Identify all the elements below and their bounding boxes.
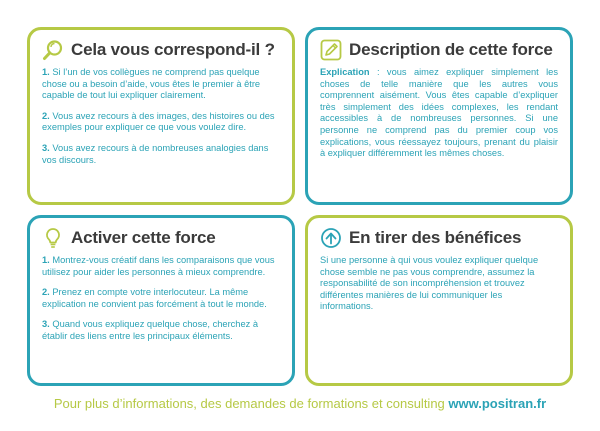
card-title: Activer cette force (71, 228, 216, 247)
card-benefices (305, 215, 573, 386)
footer (0, 396, 600, 411)
footer-text: Pour plus d’informations, des demandes de formations et consulting (53, 396, 449, 411)
card-body (320, 67, 558, 160)
lightbulb-icon (42, 227, 64, 249)
card-correspond (27, 27, 295, 205)
list-item: 1. Montrez-vous créatif dans les comparaisons que vous utilisez pour aider les personnes à mieux comprendre. (42, 255, 275, 277)
card-body (42, 255, 280, 343)
list-item: 1. Si l’un de vos collègues ne comprend pas quelque chose ou a besoin d’aide, vous êtes le premier à être capable de tout lui expliquer clairement. (42, 67, 261, 101)
card-activer (27, 215, 295, 386)
list-item: 2. Vous avez recours à des images, des histoires ou des exemples pour expliquer ce que vous voulez dire. (42, 110, 275, 133)
card-description (305, 27, 573, 205)
card-title: Description de cette force (349, 40, 553, 59)
list-item: 3. Quand vous expliquez quelque chose, cherchez à établir des liens entre les principaux éléments. (42, 319, 259, 341)
list-item: 3. Vous avez recours à de nombreuses analogies dans vos discours. (42, 142, 269, 165)
magnifier-icon (42, 39, 64, 61)
website-link[interactable]: www.positran.fr (448, 396, 547, 411)
pencil-icon (320, 39, 342, 61)
list-item: 2. Prenez en compte votre interlocuteur. La même explication ne convient pas forcément à tout le monde. (42, 287, 267, 309)
card-title: Cela vous correspond-il ? (71, 40, 275, 59)
card-header (320, 38, 558, 62)
card-body (320, 255, 558, 313)
card-header (42, 226, 280, 250)
card-body (42, 67, 280, 166)
card-header (42, 38, 280, 62)
benefices-text: Si une personne à qui vous voulez expliquer quelque chose semble ne pas vous comprendre, assumez la responsabilité de son incompréhension et trouvez différentes manières de lui communiquer les informations. (320, 255, 539, 312)
description-text: Explication : vous aimez expliquer simplement les choses de telle manière que les autres vous comprennent aisément. Vous êtes capable d’expliquer très simplement des idées complexes, les rendant accessibles à de nombreuses personnes. Si une personne ne comprend pas du premier coup vos explications, vous réessayez toujours, prenant du plaisir à expliquer différemment les mêmes choses. (320, 67, 558, 159)
card-title: En tirer des bénéfices (349, 228, 522, 247)
card-header (320, 226, 558, 250)
circle-arrow-up-icon (320, 227, 342, 249)
